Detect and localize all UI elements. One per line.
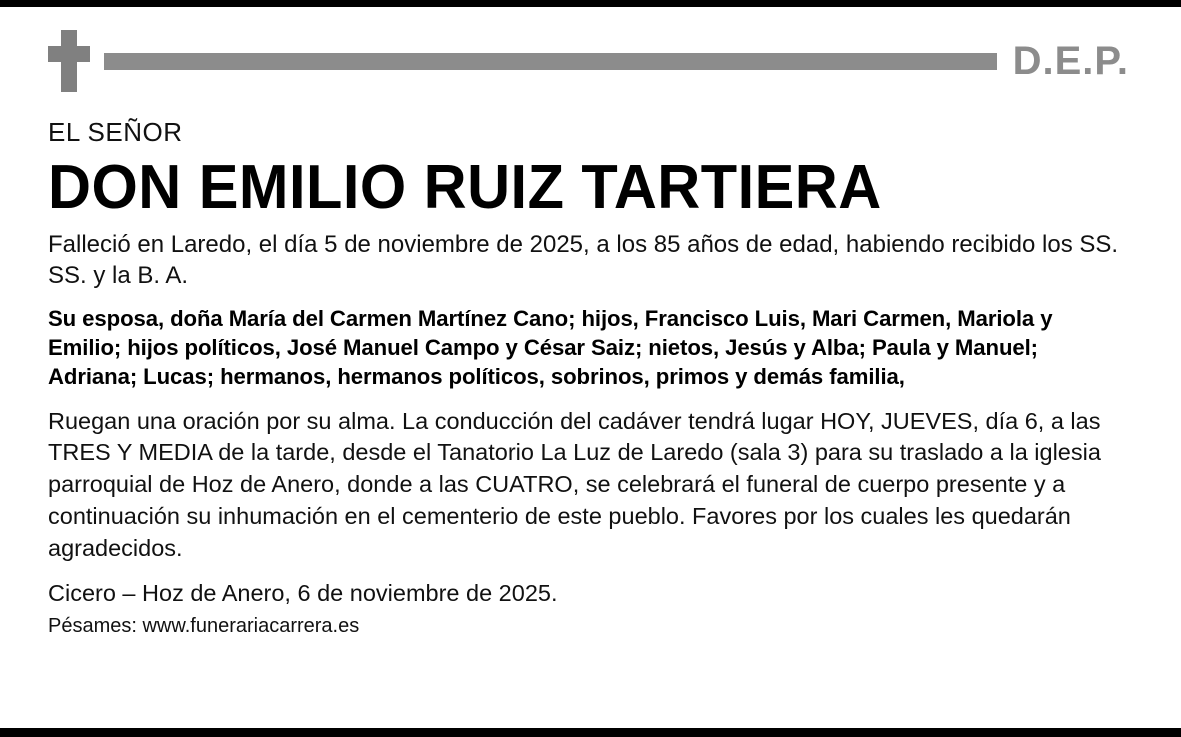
header-band xyxy=(48,7,1129,101)
bottom-rule xyxy=(0,728,1181,737)
header-divider-bar xyxy=(104,53,997,70)
family-survivors-text: Su esposa, doña María del Carmen Martínez Cano; hijos, Francisco Luis, Mari Carmen, Mariola y Emilio; hijos políticos, José Manuel Campo y César Saiz; nietos, Jesús y Alba; Paula y Manuel; Adriana; Lucas; hermanos, hermanos políticos, sobrinos, primos y demás familia, xyxy=(48,305,1053,390)
notice-body xyxy=(0,7,1181,728)
death-info-text: Falleció en Laredo, el día 5 de noviembre de 2025, a los 85 años de edad, habiendo recibido los SS. SS. y la B. A. xyxy=(48,231,1119,290)
service-details-text: Ruegan una oración por su alma. La conducción del cadáver tendrá lugar HOY, JUEVES, día 6, a las TRES Y MEDIA de la tarde, desde el Tanatorio La Luz de Laredo (sala 3) para su traslado a la iglesia parroquial de Hoz de Anero, donde a las CUATRO, se celebrará el funeral de cuerpo presente y a continuación su inhumación en el cementerio de este pueblo. Favores por los cuales les quedarán agradecidos. xyxy=(48,407,1101,561)
honorific-label: EL SEÑOR xyxy=(48,117,183,147)
place-date-text: Cicero – Hoz de Anero, 6 de noviembre de 2025. xyxy=(48,580,558,607)
deceased-name: DON EMILIO RUIZ TARTIERA xyxy=(48,153,882,222)
top-rule xyxy=(0,0,1181,7)
condolences-link-text[interactable]: Pésames: www.funerariacarrera.es xyxy=(48,614,360,637)
dep-label: D.E.P. xyxy=(1012,39,1129,83)
cross-icon xyxy=(48,30,90,92)
bottom-spacer xyxy=(48,639,1129,728)
